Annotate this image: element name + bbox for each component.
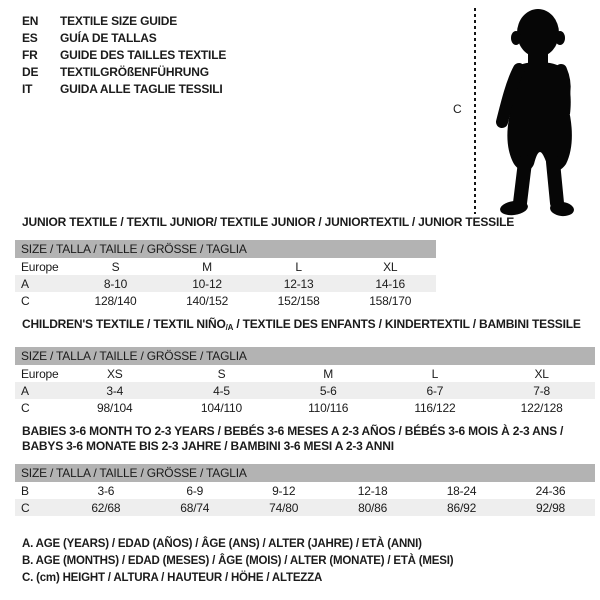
footnote-b: B. AGE (MONTHS) / EDAD (MESES) / ÂGE (MOIS) / ALTER (MONATE) / ETÀ (MESI): [22, 555, 454, 567]
language-header: [22, 13, 226, 98]
table-cell: XS: [106, 366, 123, 381]
table-cell: 10-12: [161, 275, 253, 292]
section-title-junior: [22, 215, 514, 230]
table-cell: 104/110: [200, 400, 243, 415]
table-cell: 80/86: [328, 499, 417, 516]
row-label: C: [21, 400, 30, 415]
table-row: [15, 275, 436, 292]
language-code: EN: [22, 14, 39, 28]
table-cell: 3-6: [97, 483, 115, 498]
language-title: GUIDE DES TAILLES TEXTILE: [60, 48, 227, 62]
table-cell: M: [202, 259, 212, 274]
table-cell: XL: [383, 259, 398, 274]
language-row-fr: [22, 47, 226, 64]
language-title: TEXTILGRÖßENFÜHRUNG: [60, 65, 209, 79]
footnote-a: A. AGE (YEARS) / EDAD (AÑOS) / ÂGE (ANS) / ALTER (JAHRE) / ETÀ (ANNI): [22, 538, 422, 550]
row-label: A: [15, 275, 70, 292]
row-label: Europe: [21, 259, 59, 274]
section-title-line1: BABIES 3-6 MONTH TO 2-3 YEARS / BEBÉS 3-6 MESES A 2-3 AÑOS / BÉBÉS 3-6 MOIS À 2-3 ANS /: [22, 424, 564, 438]
table-cell: S: [111, 259, 120, 274]
table-cell: 152/158: [277, 293, 320, 308]
table-row: [15, 399, 595, 416]
row-label: A: [15, 382, 61, 399]
table-cell: 122/128: [520, 400, 563, 415]
table-header-bar: SIZE / TALLA / TAILLE / GRÖSSE / TAGLIA: [15, 240, 436, 258]
table-row: [15, 382, 595, 399]
table-cell: 18-24: [446, 483, 477, 498]
row-label: C: [21, 293, 30, 308]
table-cell: 110/116: [308, 400, 349, 415]
language-title: TEXTILE SIZE GUIDE: [60, 14, 178, 28]
table-cell: 74/80: [239, 499, 328, 516]
language-title: GUIDA ALLE TAGLIE TESSILI: [60, 82, 223, 96]
table-cell: 128/140: [94, 293, 137, 308]
table-row: [15, 499, 595, 516]
table-cell: 140/152: [186, 293, 229, 308]
footnote-c: C. (cm) HEIGHT / ALTURA / HAUTEUR / HÖHE / ALTEZZA: [22, 572, 323, 584]
table-cell: L: [295, 259, 302, 274]
table-cell: S: [217, 366, 226, 381]
toddler-silhouette-icon: [486, 6, 596, 218]
language-row-en: [22, 13, 226, 30]
table-cell: 4-5: [168, 382, 275, 399]
table-cell: 6-7: [382, 382, 489, 399]
language-title: GUÍA DE TALLAS: [60, 31, 157, 45]
height-measure-label: C: [453, 102, 462, 116]
babies-size-table: [15, 464, 595, 516]
children-size-table: [15, 347, 595, 416]
table-cell: 158/170: [369, 293, 412, 308]
table-header-bar: SIZE / TALLA / TAILLE / GRÖSSE / TAGLIA: [15, 464, 595, 482]
table-cell: XL: [534, 366, 549, 381]
section-title-line2: BABYS 3-6 MONATE BIS 2-3 JAHRE / BAMBINI 3-6 MESI A 2-3 ANNI: [22, 439, 394, 453]
table-cell: 68/74: [150, 499, 239, 516]
language-code: ES: [22, 31, 38, 45]
section-title-text: / TEXTILE DES ENFANTS / KINDERTEXTIL / BAMBINI TESSILE: [233, 317, 581, 331]
junior-size-table: [15, 240, 436, 309]
table-cell: 62/68: [61, 499, 150, 516]
table-row: [15, 292, 436, 309]
table-row: [15, 482, 595, 499]
language-row-de: [22, 64, 226, 81]
footnotes: [22, 536, 453, 587]
table-cell: 3-4: [61, 382, 168, 399]
table-cell: 6-9: [186, 483, 204, 498]
section-title-babies: [22, 424, 563, 454]
row-label: Europe: [21, 366, 59, 381]
section-title-subscript: /A: [225, 323, 234, 332]
table-cell: L: [431, 366, 439, 381]
table-cell: M: [323, 366, 334, 381]
table-cell: 12-18: [357, 483, 388, 498]
section-title-text: CHILDREN'S TEXTILE / TEXTIL NIÑO: [22, 317, 226, 331]
section-title-children: [22, 317, 581, 335]
table-cell: 116/122: [414, 400, 456, 415]
table-cell: 12-13: [253, 275, 345, 292]
language-row-it: [22, 81, 226, 98]
language-code: FR: [22, 48, 38, 62]
section-title-text: JUNIOR TEXTILE / TEXTIL JUNIOR/ TEXTILE JUNIOR / JUNIORTEXTIL / JUNIOR TESSILE: [22, 215, 515, 229]
row-label: C: [15, 499, 61, 516]
language-code: DE: [22, 65, 39, 79]
language-code: IT: [22, 82, 33, 96]
table-cell: 7-8: [488, 382, 595, 399]
language-row-es: [22, 30, 226, 47]
row-label: B: [21, 483, 29, 498]
table-cell: 5-6: [275, 382, 382, 399]
table-cell: 9-12: [272, 483, 296, 498]
table-cell: 98/104: [96, 400, 133, 415]
table-cell: 24-36: [535, 483, 566, 498]
table-row: [15, 258, 436, 275]
height-dashed-line: [474, 8, 476, 214]
table-cell: 8-10: [70, 275, 162, 292]
table-header-bar: SIZE / TALLA / TAILLE / GRÖSSE / TAGLIA: [15, 347, 595, 365]
table-cell: 86/92: [417, 499, 506, 516]
table-row: [15, 365, 595, 382]
height-measure-figure: [448, 4, 598, 222]
table-cell: 92/98: [506, 499, 595, 516]
table-cell: 14-16: [344, 275, 436, 292]
